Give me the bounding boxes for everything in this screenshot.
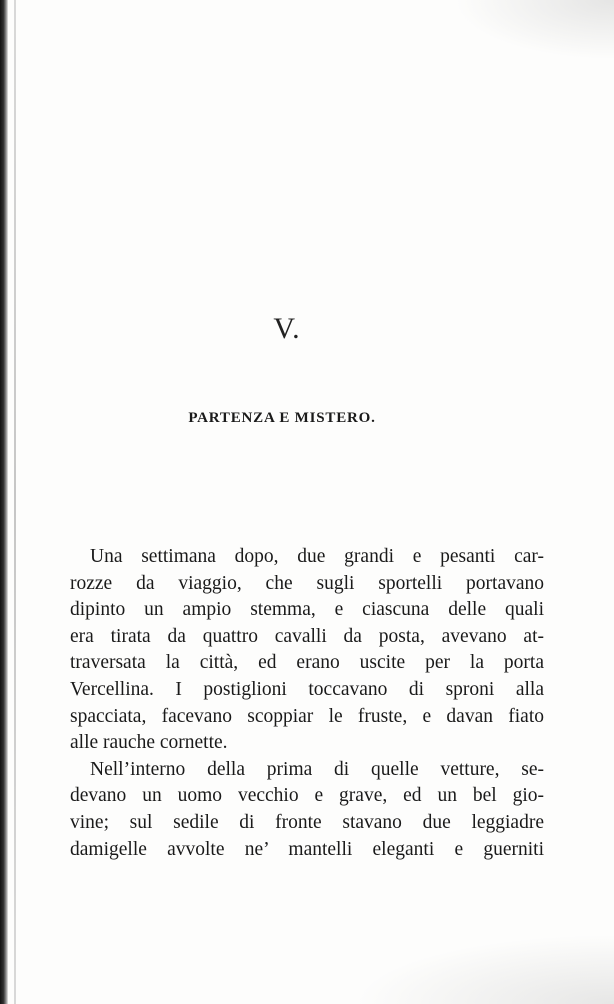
text-line: dipinto un ampio stemma, e ciascuna delle quali: [70, 599, 544, 621]
book-spine-shadow: [0, 0, 8, 1004]
paragraph-1: [70, 544, 544, 757]
paragraph-2: [70, 757, 544, 863]
chapter-body: [70, 544, 544, 863]
text-line: vine; sul sedile di fronte stavano due leggiadre: [70, 811, 544, 833]
page-corner-shadow: [454, 0, 614, 60]
text-line: era tirata da quattro cavalli da posta, avevano at-: [70, 625, 544, 647]
text-line: Una settimana dopo, due grandi e pesanti car-: [90, 546, 544, 567]
text-line: Vercellina. I postiglioni toccavano di sproni alla: [70, 678, 544, 700]
chapter-title: PARTENZA E MISTERO.: [188, 410, 376, 426]
text-line: traversata la città, ed erano uscite per la porta: [70, 652, 544, 674]
chapter-number: V.: [273, 312, 301, 345]
gutter-line: [14, 0, 16, 1004]
text-line: spacciata, facevano scoppiar le fruste, e davan fiato: [70, 705, 544, 727]
text-line: Nell’interno della prima di quelle vetture, se-: [90, 758, 544, 780]
text-line: devano un uomo vecchio e grave, ed un bel gio-: [70, 785, 544, 807]
text-line: alle rauche cornette.: [70, 732, 228, 754]
text-line: damigelle avvolte ne’ mantelli eleganti e guerniti: [70, 838, 544, 860]
text-line: rozze da viaggio, che sugli sportelli portavano: [70, 572, 544, 594]
page-bottom-shadow: [354, 934, 614, 1004]
